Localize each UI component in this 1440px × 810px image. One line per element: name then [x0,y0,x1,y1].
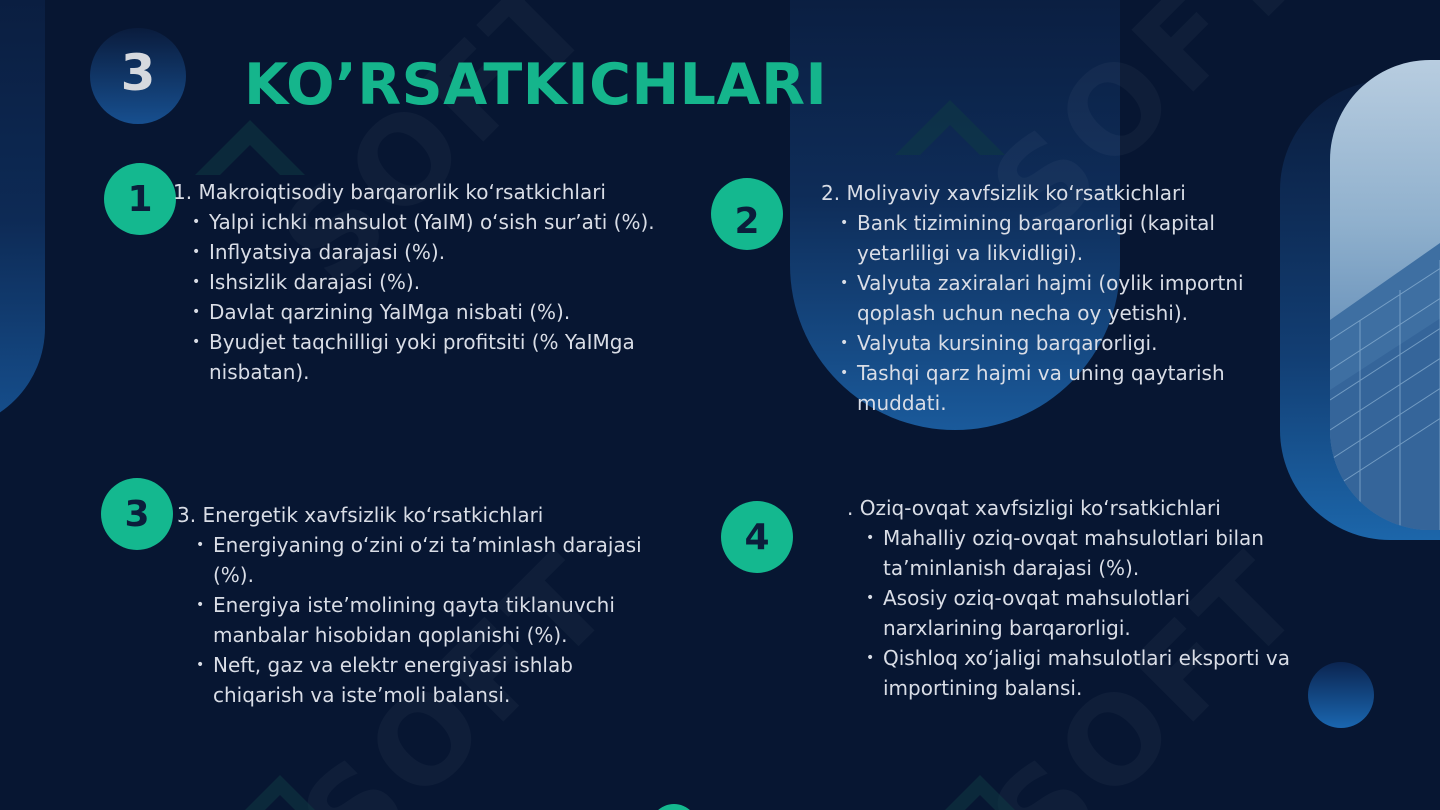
section-heading: 1. Makroiqtisodiy barqarorlik ko‘rsatkichlari [173,180,606,204]
list-item: • Yalpi ichki mahsulot (YaIM) o‘sish sur’ati (%). [173,207,673,237]
section-3 [177,500,652,710]
list-item: • Asosiy oziq-ovqat mahsulotlari narxlarining barqarorligi. [847,583,1307,643]
indicator-list [847,523,1307,703]
indicator-list [177,530,652,710]
list-item: • Energiyaning o‘zini o‘zi ta’minlash darajasi (%). [177,530,652,590]
section-badge-4: 4 [721,501,793,573]
decorative-pill-left [0,0,45,430]
list-item: • Mahalliy oziq-ovqat mahsulotlari bilan ta’minlanish darajasi (%). [847,523,1307,583]
decorative-circle [1308,662,1374,728]
section-heading: . Oziq-ovqat xavfsizligi ko‘rsatkichlari [847,496,1221,520]
list-item: • Tashqi qarz hajmi va uning qaytarish muddati. [821,358,1271,418]
list-item: • Byudjet taqchilligi yoki profitsiti (% YaIMga nisbatan). [173,327,673,387]
indicator-list [821,208,1271,418]
section-4 [847,493,1307,703]
section-badge-1: 1 [104,163,176,235]
section-badge-2: 2 [711,178,783,250]
list-item: • Bank tizimining barqarorligi (kapital yetarliligi va likvidligi). [821,208,1271,268]
section-2 [821,178,1271,418]
indicator-list [173,207,673,387]
watermark-chevron-icon [240,775,320,810]
list-item: • Inflyatsiya darajasi (%). [173,237,673,267]
building-photo [1330,60,1440,530]
section-number-badge: 3 [90,28,186,124]
list-item: • Ishsizlik darajasi (%). [173,267,673,297]
section-heading: 3. Energetik xavfsizlik ko‘rsatkichlari [177,503,544,527]
list-item: • Energiya iste’molining qayta tiklanuvchi manbalar hisobidan qoplanishi (%). [177,590,652,650]
list-item: • Neft, gaz va elektr energiyasi ishlab chiqarish va iste’moli balansi. [177,650,652,710]
watermark-chevron-icon [940,775,1020,810]
section-1 [173,177,673,387]
section-badge-3: 3 [101,478,173,550]
list-item: • Davlat qarzining YaIMga nisbati (%). [173,297,673,327]
list-item: • Valyuta kursining barqarorligi. [821,328,1271,358]
list-item: • Qishloq xo‘jaligi mahsulotlari eksporti va importining balansi. [847,643,1307,703]
decorative-circle [650,804,698,810]
page-title: KO’RSATKICHLARI [244,52,828,118]
list-item: • Valyuta zaxiralari hajmi (oylik importni qoplash uchun necha oy yetishi). [821,268,1271,328]
section-heading: 2. Moliyaviy xavfsizlik ko‘rsatkichlari [821,181,1186,205]
